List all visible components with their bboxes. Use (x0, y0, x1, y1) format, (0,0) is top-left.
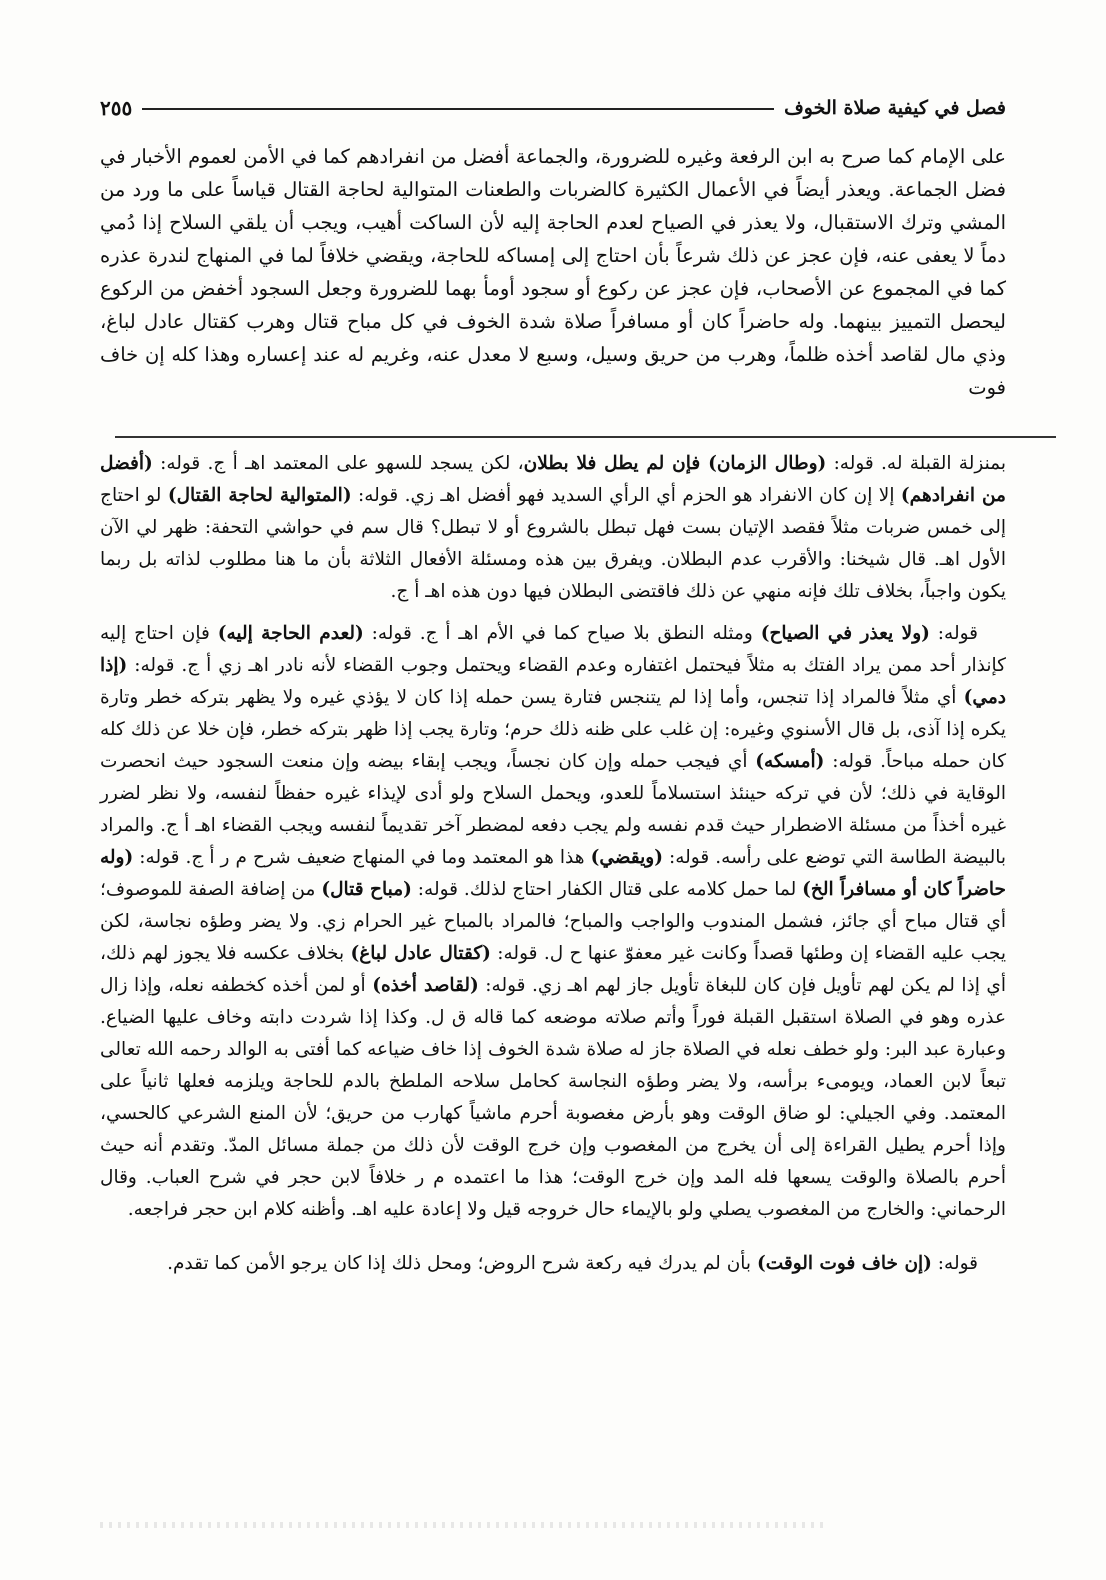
note-text: لو احتاج إلى خمس ضربات مثلاً فقصد الإتيان بست فهل تبطل بالشروع أو لا تبطل؟ قال سم في حواشي التحفة: ظهر لي الآن الأول اهـ. قال شيخنا: والأقرب عدم البطلان. ويفرق بين هذه ومسئلة الأفعال الثلاثة بأن ما هنا مطلوب لذاته بل ربما يكون واجباً، بخلاف تلك فإنه منهي عن ذلك فاقتضى البطلان فيها دون هذه اهـ أ ج. (100, 485, 1006, 602)
quoted-lemma: (وطال الزمان) فإن لم يطل فلا بطلان (523, 453, 827, 474)
quoted-lemma: (أمسكه) (755, 751, 825, 772)
quoted-lemma: (إذا دمي) (100, 655, 1006, 708)
note-paragraph (100, 1248, 1006, 1280)
quoted-lemma: (أفضل من انفرادهم) (100, 453, 1006, 506)
note-text: فإن احتاج إليه كإنذار أحد ممن يراد الفتك به مثلاً فيحتمل اغتفاره وعدم القضاء ويحتمل وجوب القضاء لأنه نادر اهـ زي أ ج. قوله: (100, 623, 1006, 676)
quoted-lemma: (وله حاضراً كان أو مسافراً الخ) (100, 847, 1006, 900)
note-text: هذا هو المعتمد وما في المنهاج ضعيف شرح م ر أ ج. قوله: (133, 847, 591, 868)
quoted-lemma: (إن خاف فوت الوقت) (756, 1253, 932, 1274)
quoted-lemma: (المتوالية لحاجة القتال) (167, 485, 352, 506)
note-text: ، لكن يسجد للسهو على المعتمد اهـ أ ج. قوله: (152, 453, 524, 474)
quoted-lemma: (لقاصد أخذه) (372, 975, 479, 996)
note-text: بأن لم يدرك فيه ركعة شرح الروض؛ ومحل ذلك إذا كان يرجو الأمن كما تقدم. (167, 1253, 757, 1274)
scan-artifact (100, 1522, 826, 1528)
quoted-lemma: (مباح قتال) (321, 879, 412, 900)
note-paragraph (100, 618, 1006, 1226)
note-text: من إضافة الصفة للموصوف؛ أي قتال مباح أي جائز، فشمل المندوب والواجب والمباح؛ فالمراد بالمباح غير الحرام زي. ولا يضر وطؤه نجاسة، لكن يجب عليه القضاء إن وطئها قصداً وكانت غير معفوّ عنها ح ل. قوله: (100, 879, 1006, 964)
note-text: أي مثلاً فالمراد إذا تنجس، وأما إذا لم يتنجس فتارة يسن حمله إذا كان لا يؤذي غيره ولا يظهر بتركه خطر وتارة يكره إذا آذى، بل قال الأسنوي وغيره: إن غلب على ظنه ذلك حرم؛ وتارة يجب إذا ظهر بتركه خطر، فإن خلا عن ذلك كله كان حمله مباحاً. قوله: (100, 687, 1006, 772)
footnote-divider (115, 436, 1056, 438)
note-text: أو لمن أخذه كخطفه نعله، وإذا زال عذره وهو في الصلاة استقبل القبلة فوراً وأتم صلاته موضعه كما قاله ق ل. وكذا إذا شردت دابته وخاف عليها الضياع. وعبارة عبد البر: ولو خطف نعله في الصلاة جاز له صلاة شدة الخوف إذا خاف ضياعه كما أفتى به الوالد رحمه الله تعالى تبعاً لابن العماد، ويومىء برأسه، ولا يضر وطؤه النجاسة كحامل سلاحه الملطخ بالدم للحاجة ويلزمه فعلها ثانياً على المعتمد. وفي الجيلي: لو ضاق الوقت وهو بأرض مغصوبة أحرم ماشياً كهارب من حريق؛ لأن المنع الشرعي كالحسي، وإذا أحرم يطيل القراءة إلى أن يخرج من المغصوب وإن خرج الوقت لأن ذلك من جملة مسائل المدّ. وتقدم أنه حيث أحرم بالصلاة والوقت يسعها فله المد وإن خرج الوقت؛ هذا ما اعتمده م ر خلافاً لابن حجر في شرح العباب. وقال الرحماني: والخارج من المغصوب يصلي ولو بالإيماء حال خروجه قيل ولا إعادة عليه اهـ. وأظنه كلام ابن حجر فراجعه. (100, 975, 1006, 1220)
chapter-title: فصل في كيفية صلاة الخوف (784, 97, 1006, 119)
note-text: ومثله النطق بلا صياح كما في الأم اهـ أ ج. قوله: (363, 623, 761, 644)
commentary-notes (100, 448, 1006, 1290)
note-text: أي فيجب حمله وإن كان نجساً، ويجب إبقاء بيضه وإن منعت السجود حيث انحصرت الوقاية في ذلك؛ لأن في تركه حينئذ استسلاماً للعدو، ويحمل السلاح ولو أدى لإيذاء غيره حفظاً لنفسه، ولا نظر لضرر غيره أخذاً من مسئلة الاضطرار حيث قدم نفسه ولم يجب دفعه لمضطر آخر تقديماً لنفسه ويجب القضاء اهـ أ ج. والمراد بالبيضة الطاسة التي توضع على رأسه. قوله: (100, 751, 1006, 868)
quoted-lemma: (ويقضي) (590, 847, 663, 868)
note-text: بخلاف عكسه فلا يجوز لهم ذلك، أي إذا لم يكن لهم تأويل فإن كان للبغاة تأويل جاز لهم اهـ زي. قوله: (100, 943, 1006, 996)
page-number: ٢٥٥ (100, 96, 133, 120)
quoted-lemma: (ولا يعذر في الصياح) (760, 623, 930, 644)
note-text: قوله: (929, 623, 978, 644)
note-text: إلا إن كان الانفراد هو الحزم أي الرأي السديد فهو أفضل اهـ زي. قوله: (351, 485, 901, 506)
note-text: قوله: (931, 1253, 978, 1274)
header-rule (142, 108, 774, 110)
note-text: بمنزلة القبلة له. قوله: (826, 453, 1006, 474)
main-text (100, 140, 1006, 404)
quoted-lemma: (كقتال عادل لباغ) (350, 943, 491, 964)
main-paragraph: على الإمام كما صرح به ابن الرفعة وغيره للضرورة، والجماعة أفضل من انفرادهم كما في الأمن لعموم الأخبار في فضل الجماعة. ويعذر أيضاً في الأعمال الكثيرة كالضربات والطعنات المتوالية لحاجة القتال قياساً على ما ورد من المشي وترك الاستقبال، ولا يعذر في الصياح لعدم الحاجة إليه لأن الساكت أهيب، ويجب أن يلقي السلاح إذا دُمي دماً لا يعفى عنه، فإن عجز عن ذلك شرعاً بأن احتاج إلى إمساكه للحاجة، ويقضي خلافاً لما في المنهاج لندرة عذره كما في المجموع عن الأصحاب، فإن عجز عن ركوع أو سجود أومأ بهما للضرورة وجعل السجود أخفض من الركوع ليحصل التمييز بينهما. وله حاضراً كان أو مسافراً صلاة شدة الخوف في كل مباح قتال وهرب كقتال عادل لباغ، وذي مال لقاصد أخذه ظلماً، وهرب من حريق وسيل، وسبع لا معدل عنه، وغريم له عند إعساره وهذا كله إن خاف فوت (100, 145, 1006, 399)
page-header (100, 93, 1006, 123)
note-text: لما حمل كلامه على قتال الكفار احتاج لذلك. قوله: (411, 879, 803, 900)
note-paragraph (100, 448, 1006, 608)
quoted-lemma: (لعدم الحاجة إليه) (217, 623, 364, 644)
